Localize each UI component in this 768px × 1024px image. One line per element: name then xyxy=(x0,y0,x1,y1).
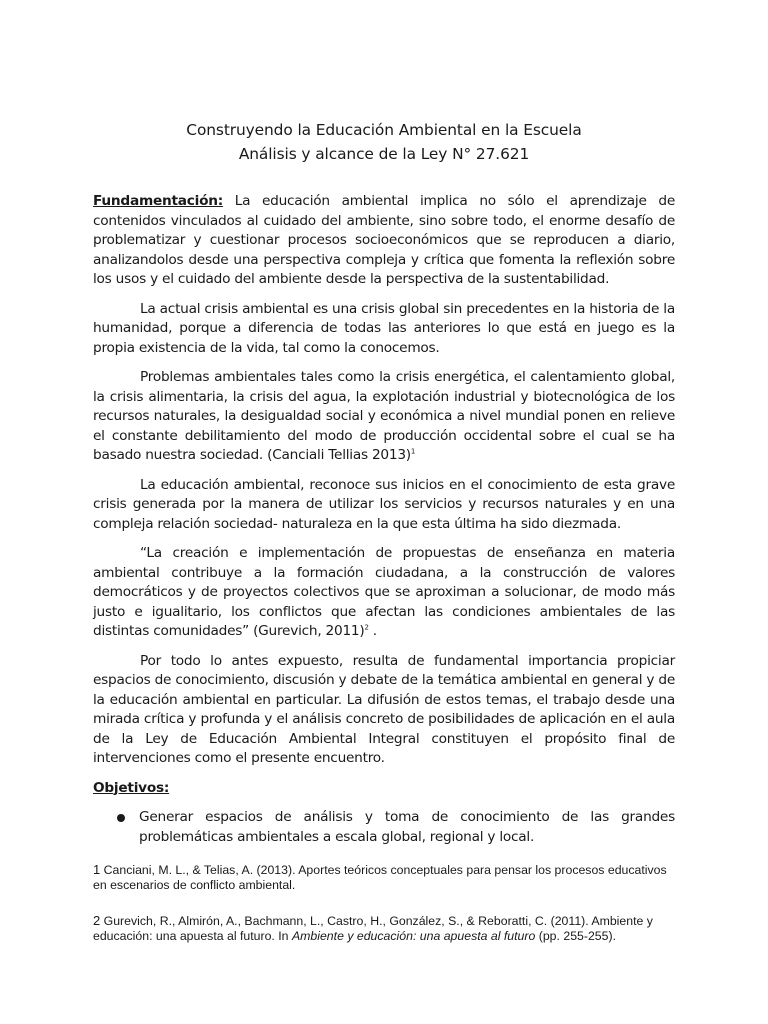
paragraph-educacion-ambiental: La educación ambiental, reconoce sus inicios en el conocimiento de esta grave crisis generada por la manera de utilizar los servicios y recursos naturales y en una compleja relación sociedad- naturaleza en la que esta última ha sido diezmada. xyxy=(93,476,675,532)
objetivos-label: Objetivos: xyxy=(93,779,170,796)
paragraph-conclusion: Por todo lo antes expuesto, resulta de fundamental importancia propiciar espacios de conocimiento, discusión y debate de la temática ambiental en general y de la educación ambiental en particular. La difusión de estos temas, el trabajo desde una mirada crítica y profunda y el análisis concreto de posibilidades de aplicación en el aula de la Ley de Educación Ambiental Integral constituyen el propósito final de intervenciones como el presente encuentro. xyxy=(93,652,675,766)
paragraph-quote-end: . xyxy=(368,623,377,639)
title-line-1: Construyendo la Educación Ambiental en la Escuela xyxy=(186,121,582,139)
footnote-2 xyxy=(93,913,675,944)
objetivos-heading xyxy=(93,779,675,799)
bullet-icon xyxy=(117,814,125,822)
footnote-1-number: 1 xyxy=(93,862,101,877)
footnote-2-text: Gurevich, R., Almirón, A., Bachmann, L., Castro, H., González, S., & Reboratti, C. (2011). Ambiente y educación: una apuesta al futuro. In xyxy=(93,914,653,943)
fundamentacion-text: La educación ambiental implica no sólo el aprendizaje de contenidos vinculados al cuidado del ambiente, sino sobre todo, el enorme desafío de problematizar y cuestionar procesos socioeconómicos que se reproducen a diario, analizandolos desde una perspectiva compleja y crítica que fomenta la reflexión sobre los usos y el cuidado del ambiente desde la perspectiva de la sustentabilidad. xyxy=(93,193,675,287)
paragraph-problemas-text: Problemas ambientales tales como la crisis energética, el calentamiento global, la crisis alimentaria, la crisis del agua, la explotación industrial y biotecnológica de los recursos naturales, la desigualdad social y económica a nivel mundial ponen en relieve el constante debilitamiento del modo de producción occidental sobre el cual se ha basado nuestra sociedad. (Canciali Tellias 2013) xyxy=(93,369,675,463)
objetivos-list xyxy=(93,808,675,847)
footnotes xyxy=(93,862,675,964)
footnote-2-number: 2 xyxy=(93,913,101,928)
footnote-ref-1[interactable]: 1 xyxy=(410,447,416,456)
footnote-1-text: Canciani, M. L., & Telias, A. (2013). Aportes teóricos conceptuales para pensar los procesos educativos en escenarios de conflicto ambiental. xyxy=(93,863,667,892)
title-line-2: Análisis y alcance de la Ley N° 27.621 xyxy=(238,145,530,163)
paragraph-quote xyxy=(93,544,675,642)
footnote-2-pages: (pp. 255-255). xyxy=(535,929,616,943)
footnote-1 xyxy=(93,862,675,893)
objetivo-item xyxy=(93,808,675,847)
fundamentacion-paragraph xyxy=(93,192,675,290)
objetivo-text: Generar espacios de análisis y toma de conocimiento de las grandes problemáticas ambientales a escala global, regional y local. xyxy=(139,809,675,845)
footnote-ref-2[interactable]: 2 xyxy=(364,623,369,632)
document-body xyxy=(93,192,675,847)
document-title xyxy=(93,118,675,166)
paragraph-quote-text: “La creación e implementación de propuestas de enseñanza en materia ambiental contribuye a la formación ciudadana, a la construcción de valores democráticos y de proyectos colectivos que se aproximan a solucionar, de modo más justo e igualitario, los conflictos que afectan las condiciones ambientales de las distintas comunidades” (Gurevich, 2011) xyxy=(93,545,675,639)
footnote-2-book-title: Ambiente y educación: una apuesta al futuro xyxy=(291,929,536,943)
fundamentacion-label: Fundamentación: xyxy=(93,193,223,209)
paragraph-crisis-global: La actual crisis ambiental es una crisis global sin precedentes en la historia de la humanidad, porque a diferencia de todas las anteriores lo que está en juego es la propia existencia de la vida, tal como la conocemos. xyxy=(93,300,675,356)
paragraph-problemas-ambientales xyxy=(93,368,675,466)
